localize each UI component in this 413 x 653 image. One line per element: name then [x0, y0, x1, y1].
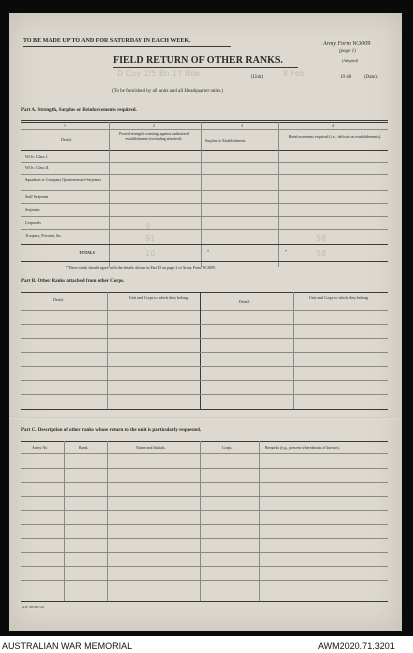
row-rule: [21, 229, 388, 230]
part-c-vline-2: [107, 441, 108, 601]
part-c-header-rule: [21, 453, 388, 454]
row-rule: [21, 190, 388, 191]
row-rule: [21, 552, 388, 553]
row-serjeants: Serjeants: [25, 207, 40, 212]
handwritten-date: 8 Feb: [283, 69, 305, 78]
row-rule: [21, 203, 388, 204]
part-c-bottom-rule: [21, 601, 388, 602]
row-rule: [21, 496, 388, 497]
totals-marker-2: *: [285, 249, 287, 254]
form-page: (page 1): [339, 49, 356, 54]
col-number-3: 3: [241, 123, 243, 128]
saturday-note: TO BE MADE UP TO AND FOR SATURDAY IN EACH WEEK.: [23, 38, 191, 44]
totals-marker: *: [207, 249, 209, 254]
paper-fold: [9, 417, 402, 419]
row-rule: [21, 580, 388, 581]
form-number: Army Form W.3009: [323, 41, 371, 47]
row-corporals: Corporals: [25, 220, 41, 225]
archive-name: AUSTRALIAN WAR MEMORIAL: [2, 641, 133, 651]
part-a-vline-2: [201, 122, 202, 267]
part-a-footnote: *These totals should agree with the details shown in Part D on page 2 of Army Form W.3009.: [66, 265, 216, 270]
col-number-1: 1: [64, 123, 66, 128]
year-label: 19 40: [340, 75, 352, 80]
part-c-header-army-no: Army No.: [32, 445, 49, 450]
part-c-vline-3: [200, 441, 201, 601]
adopted-note: (Adopted): [342, 58, 358, 63]
part-b-vline-2: [200, 292, 201, 410]
part-b-header-unit-2: Unit and Corps to which they belong.: [308, 295, 370, 300]
part-b-header-rule: [21, 310, 388, 311]
part-c-vline-1: [64, 441, 65, 601]
part-a-vline-3: [278, 122, 279, 267]
row-rule: [21, 352, 388, 353]
furnished-note: (To be furnished by all units and all Headquarter units.): [112, 89, 224, 94]
part-a-colnum-rule: [21, 129, 388, 130]
handwritten-value: 10: [145, 249, 156, 258]
part-a-header-rule: [21, 150, 388, 151]
totals-label: TOTALS: [79, 250, 95, 255]
row-woc-2: W.Os. Class II.: [25, 165, 50, 170]
row-rule: [21, 510, 388, 511]
part-b-vline-3: [293, 292, 294, 410]
header-reinforcements: Reinforcements required (i.e., deficits on establishments).: [288, 134, 382, 139]
header-detail: Detail.: [61, 137, 72, 142]
part-a-title: Part A. Strength, Surplus or Reinforcements required.: [21, 108, 137, 113]
part-b-vline-1: [107, 292, 108, 410]
row-rule: [21, 482, 388, 483]
part-b-header-detail-1: Detail.: [53, 297, 64, 302]
handwritten-value: 9: [145, 222, 151, 231]
row-rule: [21, 174, 388, 175]
document-page: [9, 13, 402, 631]
unit-label: (Unit): [251, 75, 264, 80]
archive-footer: [0, 638, 413, 653]
saturday-note-underline: [23, 46, 231, 47]
part-b-title: Part B. Other Ranks attached from other Corps.: [21, 279, 125, 284]
part-c-header-name: Name and Initials.: [136, 445, 166, 450]
part-b-header-unit-1: Unit and Corps to which they belong.: [128, 295, 190, 300]
handwritten-unit: D Coy 2/5 Bn 17 Bde: [117, 69, 201, 78]
handwritten-value: 91: [145, 234, 156, 243]
handwritten-value: 58: [316, 234, 327, 243]
part-c-vline-4: [259, 441, 260, 601]
row-rule: [21, 216, 388, 217]
archive-reference: AWM2020.71.3201: [318, 641, 395, 651]
row-rule: [21, 394, 388, 395]
col-number-2: 2: [153, 123, 155, 128]
row-rule: [21, 380, 388, 381]
header-posted-strength: Posted strength counting against authorized establishment (excluding attached).: [119, 131, 189, 141]
row-woc-1: W.Os. Class I.: [25, 154, 48, 159]
part-a-top-rule: [21, 120, 388, 121]
part-b-top-rule: [21, 292, 388, 293]
form-title: FIELD RETURN OF OTHER RANKS.: [113, 55, 283, 66]
title-underline: [113, 67, 298, 68]
row-rule: [21, 538, 388, 539]
row-rule: [21, 366, 388, 367]
handwritten-value: 58: [316, 249, 327, 258]
part-b-bottom-rule: [21, 409, 388, 410]
col-number-4: 4: [332, 123, 334, 128]
part-a-vline-1: [109, 122, 110, 267]
header-surplus: Surplus to Establishment.: [205, 138, 246, 143]
part-c-title: Part C. Description of other ranks whose return to the unit is particularly requested.: [21, 428, 202, 433]
part-c-top-rule: [21, 441, 388, 442]
print-code: A.W. 300 M4 5/41: [22, 605, 45, 609]
date-label: (Date).: [364, 75, 379, 80]
part-c-header-remarks: Remarks (e.g., present whereabouts if known).: [265, 445, 340, 450]
totals-bottom-rule: [21, 261, 388, 262]
row-rule: [21, 338, 388, 339]
part-c-header-corps: Corps.: [222, 445, 233, 450]
row-rule: [21, 468, 388, 469]
row-rule: [21, 566, 388, 567]
row-troopers: Troopers, Privates, &c.: [25, 233, 63, 238]
row-rule: [21, 162, 388, 163]
row-squadron-qms: Squadron or Company Quartermaster-Serjeants: [25, 177, 102, 182]
row-staff-serjeants: Staff Serjeants: [25, 194, 49, 199]
row-rule: [21, 524, 388, 525]
row-rule: [21, 324, 388, 325]
part-b-header-detail-2: Detail.: [239, 299, 250, 304]
part-c-header-rank: Rank.: [79, 445, 89, 450]
totals-top-rule: [21, 244, 388, 245]
